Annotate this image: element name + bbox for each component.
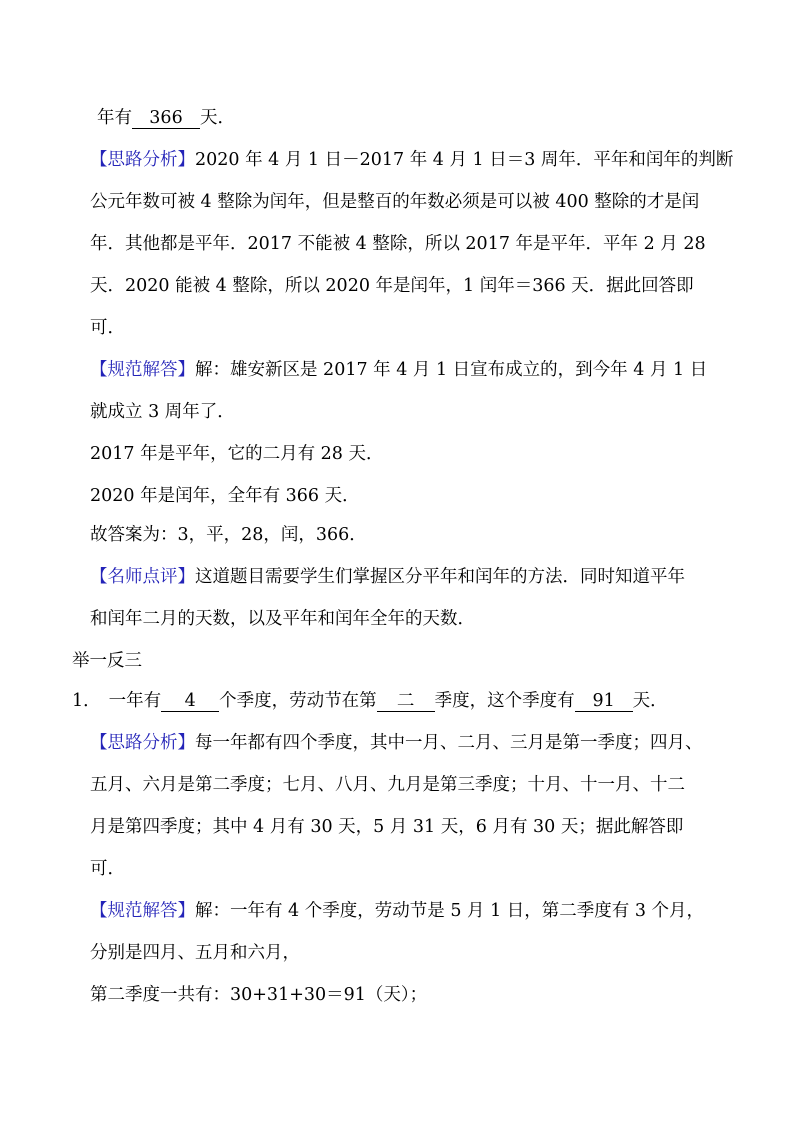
answer-line-4: 2020 年是闰年，全年有 366 天． xyxy=(90,486,360,506)
analysis-text: 每一年都有四个季度，其中一月、二月、三月是第一季度；四月、 xyxy=(195,733,703,753)
text-segment: 一年有 xyxy=(108,691,162,711)
answer-line-3: 2017 年是平年，它的二月有 28 天． xyxy=(90,444,384,464)
q1-answer-line-2: 分别是四月、五月和六月， xyxy=(90,943,300,963)
answer-line-1 xyxy=(90,359,707,381)
answer-line-2: 就成立 3 周年了． xyxy=(90,402,235,422)
analysis-line-3: 年．其他都是平年．2017 不能被 4 整除，所以 2017 年是平年．平年 2 月 28 xyxy=(90,234,706,254)
fill-blank: 4 xyxy=(161,691,219,712)
q1-analysis-line-1 xyxy=(90,732,703,754)
comment-line-1 xyxy=(90,566,685,588)
question-1 xyxy=(72,690,668,712)
comment-line-2: 和闰年二月的天数，以及平年和闰年全年的天数． xyxy=(90,609,475,629)
analysis-tag: 【思路分析】 xyxy=(90,150,195,170)
analysis-text: 2020 年 4 月 1 日－2017 年 4 月 1 日＝3 周年．平年和闰年的判断 xyxy=(195,150,734,170)
text-segment: 年有 xyxy=(97,108,132,128)
fill-blank: 366 xyxy=(132,108,200,129)
analysis-tag: 【思路分析】 xyxy=(90,733,195,753)
answer-line-5: 故答案为：3，平，28，闰，366． xyxy=(90,525,367,545)
answer-line-leap-year xyxy=(97,107,235,129)
answer-text: 解：雄安新区是 2017 年 4 月 1 日宣布成立的，到今年 4 月 1 日 xyxy=(195,360,708,380)
analysis-line-2: 公元年数可被 4 整除为闰年，但是整百的年数必须是可以被 400 整除的才是闰 xyxy=(90,192,700,212)
text-segment: 个季度，劳动节在第 xyxy=(219,691,377,711)
fill-blank: 二 xyxy=(377,691,435,712)
answer-text: 解：一年有 4 个季度，劳动节是 5 月 1 日，第二季度有 3 个月， xyxy=(195,901,705,921)
answer-tag: 【规范解答】 xyxy=(90,360,195,380)
answer-tag: 【规范解答】 xyxy=(90,901,195,921)
fill-blank: 91 xyxy=(575,691,633,712)
q1-analysis-line-4: 可． xyxy=(90,859,125,879)
analysis-line-4: 天．2020 能被 4 整除，所以 2020 年是闰年，1 闰年＝366 天．据此回答即 xyxy=(90,276,694,296)
text-segment: 天． xyxy=(200,108,235,128)
question-number: 1． xyxy=(72,691,101,711)
comment-tag: 【名师点评】 xyxy=(90,567,195,587)
q1-analysis-line-2: 五月、六月是第二季度；七月、八月、九月是第三季度；十月、十一月、十二 xyxy=(90,775,685,795)
q1-answer-line-3: 第二季度一共有：30+31+30＝91（天）； xyxy=(90,985,428,1005)
comment-text: 这道题目需要学生们掌握区分平年和闰年的方法．同时知道平年 xyxy=(195,567,685,587)
section-title: 举一反三 xyxy=(72,651,142,671)
analysis-line-5: 可． xyxy=(90,318,125,338)
analysis-line-1 xyxy=(90,149,733,171)
q1-answer-line-1 xyxy=(90,900,704,922)
q1-analysis-line-3: 月是第四季度；其中 4 月有 30 天，5 月 31 天，6 月有 30 天；据此解答即 xyxy=(90,817,684,837)
text-segment: 季度，这个季度有 xyxy=(434,691,575,711)
text-segment: 天． xyxy=(632,691,668,711)
